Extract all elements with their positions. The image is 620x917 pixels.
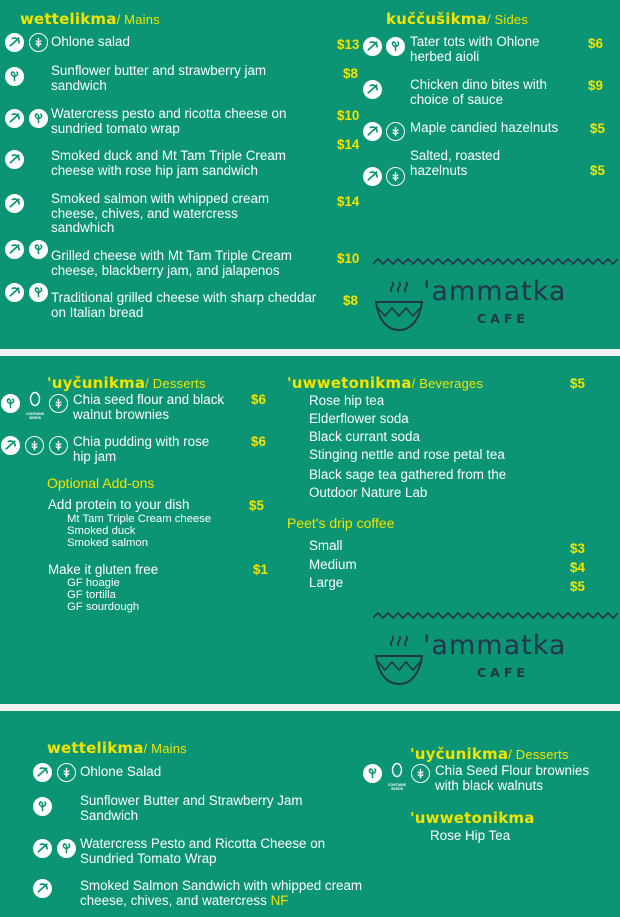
beverage-item: Black sage tea gathered from the Outdoor Nature Lab [309,467,507,500]
menu-item-name: Smoked duck and Mt Tam Triple Cream cheese with rose hip jam sandwich [51,148,286,178]
beverages-title: 'uwwetonikma/ Beverages [287,374,484,392]
menu-item-price: $10 [337,108,360,123]
menu-item-name: Sunflower butter and strawberry jam sandwich [51,63,267,93]
beverage-item: Stinging nettle and rose petal tea [309,447,505,462]
dessert-item-name: Chia pudding with rose hip jam [73,434,210,464]
coffee-price: $4 [570,560,585,575]
side-item-name: Maple candied hazelnuts [410,120,559,135]
vegan-icon [1,436,20,455]
zigzag-border [373,612,620,620]
addon-option: Smoked salmon [67,537,148,549]
addons-title: Optional Add-ons [47,475,155,491]
menu-item-name: Watercress pesto and ricotta cheese on sundried tomato wrap [51,106,287,136]
wheat-icon [49,436,68,455]
addon-option: Mt Tam Triple Cream cheese [67,513,212,525]
beverage-item: Rose Hip Tea [430,828,511,843]
vegan-icon [33,879,52,898]
wheat-icon [411,764,430,783]
menu-item-name: Smoked Salmon Sandwich with whipped cream cheese, chives, and watercress NF [80,878,363,908]
nut-free-tag: NF [270,892,289,908]
dessert-item-price: $6 [251,392,266,407]
menu-item-name: Watercress Pesto and Ricotta Cheese on Sundried Tomato Wrap [80,836,326,866]
logo-cafe-label: CAFE [477,665,529,680]
seed-icon [24,391,46,407]
wheat-icon [386,122,405,141]
mains-title: wettelikma/ Mains [20,10,160,28]
contains-seeds-badge [24,391,46,420]
beverage-item: Black currant soda [309,429,420,444]
addon-option: Smoked duck [67,525,136,537]
vegetarian-icon [386,37,405,56]
menu-item-name: Grilled cheese with Mt Tam Triple Cream cheese, blackberry jam, and jalapenos [51,248,292,278]
side-item-price: $6 [588,36,603,51]
dessert-item-name: Chia Seed Flour brownies with black walnuts [435,763,590,793]
beverage-item: Rose hip tea [309,393,385,408]
menu-item-name: Smoked salmon with whipped cream cheese, chives, and watercress sandwhich [51,191,270,235]
menu-item-price: $14 [337,194,360,209]
vegetarian-icon [57,839,76,858]
vegan-icon [1,394,20,413]
vegan-icon [33,839,52,858]
contains-seeds-label: CONTAINS SEEDS [387,783,407,791]
coffee-price: $3 [570,541,585,556]
wheat-icon [29,33,48,52]
side-item-name: Salted, roasted hazelnuts [410,148,501,178]
vegan-icon [363,122,382,141]
side-item-price: $5 [590,163,605,178]
contains-seeds-label: CONTAINS SEEDS [25,412,45,420]
wheat-icon [49,394,68,413]
addon-option: GF tortilla [67,589,116,601]
beverages-title: 'uwwetonikma [410,809,535,827]
addon-label: Make it gluten free [48,562,159,577]
vegan-icon [5,33,24,52]
menu-item-price: $14 [337,137,360,152]
logo-wordmark: 'ammatka [423,276,567,307]
logo-wordmark: 'ammatka [423,630,567,661]
vegan-icon [5,240,24,259]
vegan-icon [5,150,24,169]
beverage-item: Elderflower soda [309,411,409,426]
vegan-icon [5,67,24,86]
coffee-size: Small [309,538,343,553]
vegan-icon [33,797,52,816]
vegan-icon [363,80,382,99]
vegetarian-icon [29,109,48,128]
addon-option: GF hoagie [67,577,120,589]
menu-item-name: Ohlone salad [51,34,130,49]
seed-icon [386,762,408,778]
vegan-icon [5,283,24,302]
menu-item-price: $10 [337,251,360,266]
vegan-icon [5,194,24,213]
addon-price: $5 [249,498,264,513]
divider [0,349,620,356]
wheat-icon [386,167,405,186]
beverages-price: $5 [570,376,585,391]
dessert-item-name: Chia seed flour and black walnut brownies [73,392,225,422]
logo-cafe-label: CAFE [477,311,529,326]
coffee-size: Large [309,575,344,590]
wheat-icon [57,763,76,782]
sides-title: kuččušikma/ Sides [386,10,529,28]
addon-label: Add protein to your dish [48,497,190,512]
coffee-price: $5 [570,579,585,594]
side-item-name: Chicken dino bites with choice of sauce [410,77,547,107]
wheat-icon [25,436,44,455]
vegan-icon [33,763,52,782]
menu-panel-bottom [0,711,620,917]
addon-price: $1 [253,562,268,577]
menu-item-price: $13 [337,37,360,52]
vegetarian-icon [29,240,48,259]
vegan-icon [5,109,24,128]
cafe-logo [373,258,620,338]
addon-option: GF sourdough [67,601,140,613]
desserts-title: 'uyčunikma/ Desserts [47,374,206,392]
contains-seeds-badge [386,762,408,791]
coffee-size: Medium [309,557,357,572]
menu-item-name: Sunflower Butter and Strawberry Jam Sandwich [80,793,303,823]
cafe-logo [373,612,620,692]
menu-panel-middle [0,356,620,704]
vegan-icon [363,167,382,186]
side-item-price: $9 [588,78,603,93]
menu-item-name: Ohlone Salad [80,764,162,779]
menu-item-price: $8 [343,293,358,308]
coffee-title: Peet's drip coffee [287,515,395,531]
mains-title: wettelikma/ Mains [47,739,187,757]
vegetarian-icon [29,283,48,302]
divider [0,704,620,711]
side-item-price: $5 [590,121,605,136]
desserts-title: 'uyčunikma/ Desserts [410,745,569,763]
basket-icon [374,280,424,336]
vegan-icon [363,37,382,56]
side-item-name: Tater tots with Ohlone herbed aioli [410,34,540,64]
menu-item-price: $8 [343,66,358,81]
menu-panel-top [0,0,620,351]
menu-item-name: Traditional grilled cheese with sharp cheddar on Italian bread [51,290,317,320]
vegan-icon [363,764,382,783]
zigzag-border [373,258,620,266]
basket-icon [374,634,424,690]
dessert-item-price: $6 [251,434,266,449]
